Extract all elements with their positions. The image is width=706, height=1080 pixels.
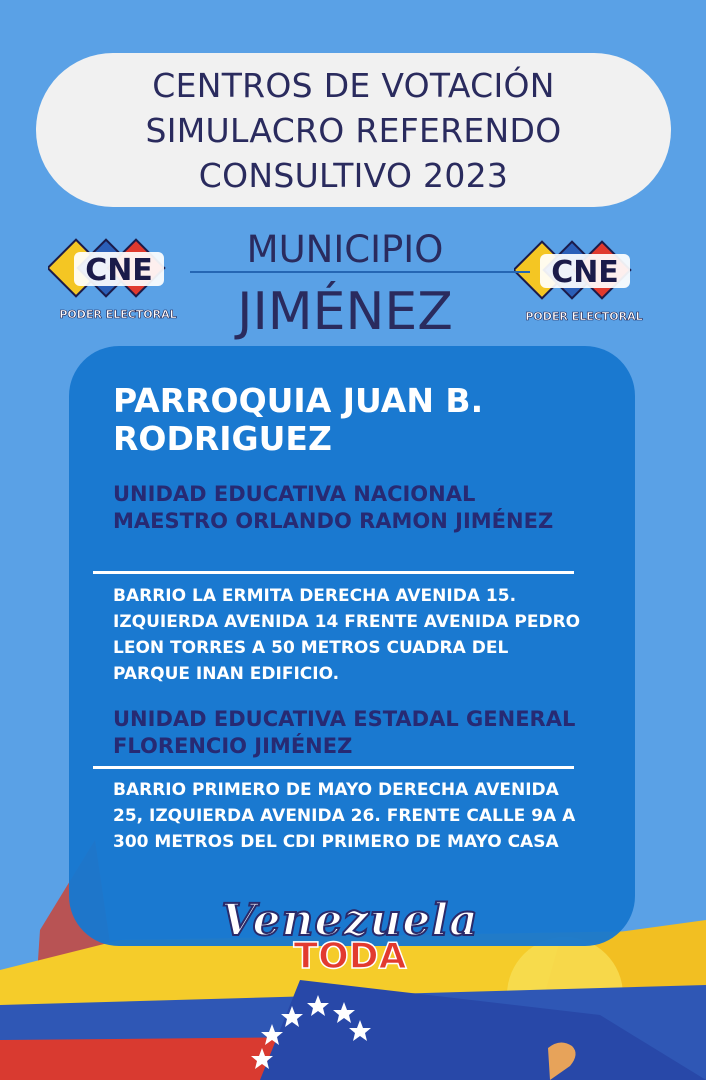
- cne-logo-left-subtitle: PODER ELECTORAL: [59, 308, 177, 321]
- title-line-1: CENTROS DE VOTACIÓN: [152, 65, 555, 105]
- municipio-divider: [190, 271, 530, 273]
- center-2-address: BARRIO PRIMERO DE MAYO DERECHA AVENIDA 25, IZQUIERDA AVENIDA 26. FRENTE CALLE 9A A 300 METROS DEL CDI PRIMERO DE MAYO CASA: [113, 780, 576, 852]
- parroquia-title: PARROQUIA JUAN B. RODRIGUEZ: [113, 381, 484, 458]
- cne-logo-right-subtitle: PODER ELECTORAL: [525, 310, 643, 323]
- center-2-name: UNIDAD EDUCATIVA ESTADAL GENERAL FLORENCIO JIMÉNEZ: [113, 707, 576, 758]
- brand-line-2: TODA: [293, 936, 407, 977]
- center-1-address: BARRIO LA ERMITA DERECHA AVENIDA 15. IZQUIERDA AVENIDA 14 FRENTE AVENIDA PEDRO LEON TORRES A 50 METROS CUADRA DEL PARQUE INAN EDIFICIO.: [113, 586, 581, 684]
- municipio-label: MUNICIPIO: [246, 228, 444, 271]
- center-2-divider: [93, 766, 574, 769]
- title-banner: [36, 53, 671, 207]
- cne-logo-right: [514, 224, 654, 324]
- cne-logo-right-text: CNE: [551, 255, 619, 290]
- cne-logo-left-text: CNE: [85, 253, 153, 288]
- title-line-3: CONSULTIVO 2023: [198, 155, 509, 195]
- cne-logo-left: [48, 222, 188, 322]
- center-1-divider: [93, 571, 574, 574]
- title-line-2: SIMULACRO REFERENDO: [145, 110, 562, 150]
- brand-line-1: Venezuela: [221, 895, 479, 946]
- municipio-name: JIMÉNEZ: [237, 282, 453, 342]
- center-1-name: UNIDAD EDUCATIVA NACIONAL MAESTRO ORLANDO RAMON JIMÉNEZ: [113, 482, 554, 533]
- venezuela-toda-logo: [220, 895, 480, 977]
